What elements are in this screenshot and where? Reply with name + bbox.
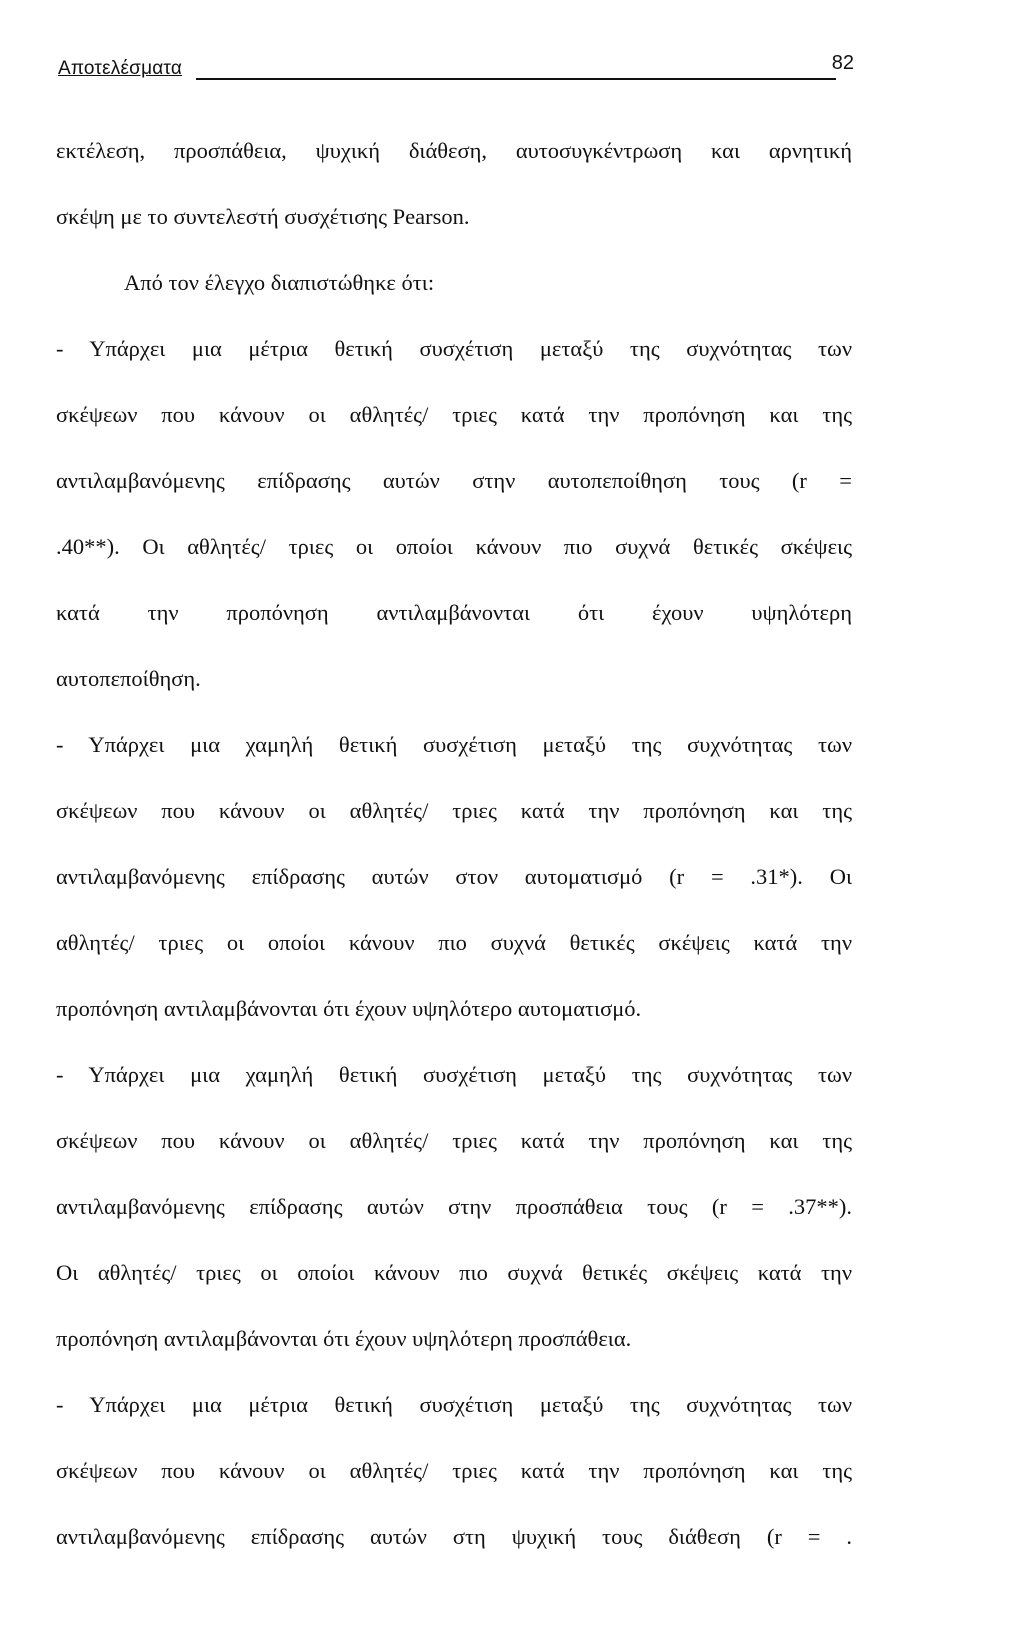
text-line: σκέψη με το συντελεστή συσχέτισης Pearson. — [56, 204, 470, 229]
page-number: 82 — [831, 52, 854, 74]
text-line: προπόνηση αντιλαμβάνονται ότι έχουν υψηλότερο αυτοματισμό. — [56, 996, 642, 1021]
page-header — [58, 50, 854, 82]
text-line: αντιλαμβανόμενης επίδρασης αυτών στη ψυχική τους διάθεση (r = . — [56, 1524, 852, 1549]
text-line: Οι αθλητές/ τριες οι οποίοι κάνουν πιο συχνά θετικές σκέψεις κατά την — [56, 1260, 852, 1285]
text-line: - Υπάρχει μια χαμηλή θετική συσχέτιση μεταξύ της συχνότητας των — [56, 1062, 852, 1087]
text-line: αντιλαμβανόμενης επίδρασης αυτών στην προσπάθεια τους (r = .37**). — [56, 1194, 852, 1219]
text-line: εκτέλεση, προσπάθεια, ψυχική διάθεση, αυτοσυγκέντρωση και αρνητική — [56, 138, 852, 163]
header-rule — [196, 78, 836, 80]
text-line: σκέψεων που κάνουν οι αθλητές/ τριες κατά την προπόνηση και της — [56, 1458, 852, 1483]
text-line: αθλητές/ τριες οι οποίοι κάνουν πιο συχνά θετικές σκέψεις κατά την — [56, 930, 852, 955]
text-line: - Υπάρχει μια χαμηλή θετική συσχέτιση μεταξύ της συχνότητας των — [56, 732, 852, 757]
text-line: αντιλαμβανόμενης επίδρασης αυτών στην αυτοπεποίθηση τους (r = — [56, 468, 852, 493]
text-line: - Υπάρχει μια μέτρια θετική συσχέτιση μεταξύ της συχνότητας των — [56, 1392, 852, 1417]
text-line: σκέψεων που κάνουν οι αθλητές/ τριες κατά την προπόνηση και της — [56, 1128, 852, 1153]
text-line: .40**). Οι αθλητές/ τριες οι οποίοι κάνουν πιο συχνά θετικές σκέψεις — [56, 534, 852, 559]
section-title: Αποτελέσματα — [58, 58, 183, 79]
body-text — [56, 118, 852, 1570]
text-line: αυτοπεποίθηση. — [56, 666, 201, 691]
text-line: σκέψεων που κάνουν οι αθλητές/ τριες κατά την προπόνηση και της — [56, 402, 852, 427]
text-line: σκέψεων που κάνουν οι αθλητές/ τριες κατά την προπόνηση και της — [56, 798, 852, 823]
text-line: αντιλαμβανόμενης επίδρασης αυτών στον αυτοματισμό (r = .31*). Οι — [56, 864, 852, 889]
text-line: κατά την προπόνηση αντιλαμβάνονται ότι έχουν υψηλότερη — [56, 600, 852, 625]
text-line: προπόνηση αντιλαμβάνονται ότι έχουν υψηλότερη προσπάθεια. — [56, 1326, 632, 1351]
text-line: - Υπάρχει μια μέτρια θετική συσχέτιση μεταξύ της συχνότητας των — [56, 336, 852, 361]
text-line: Από τον έλεγχο διαπιστώθηκε ότι: — [124, 270, 435, 295]
